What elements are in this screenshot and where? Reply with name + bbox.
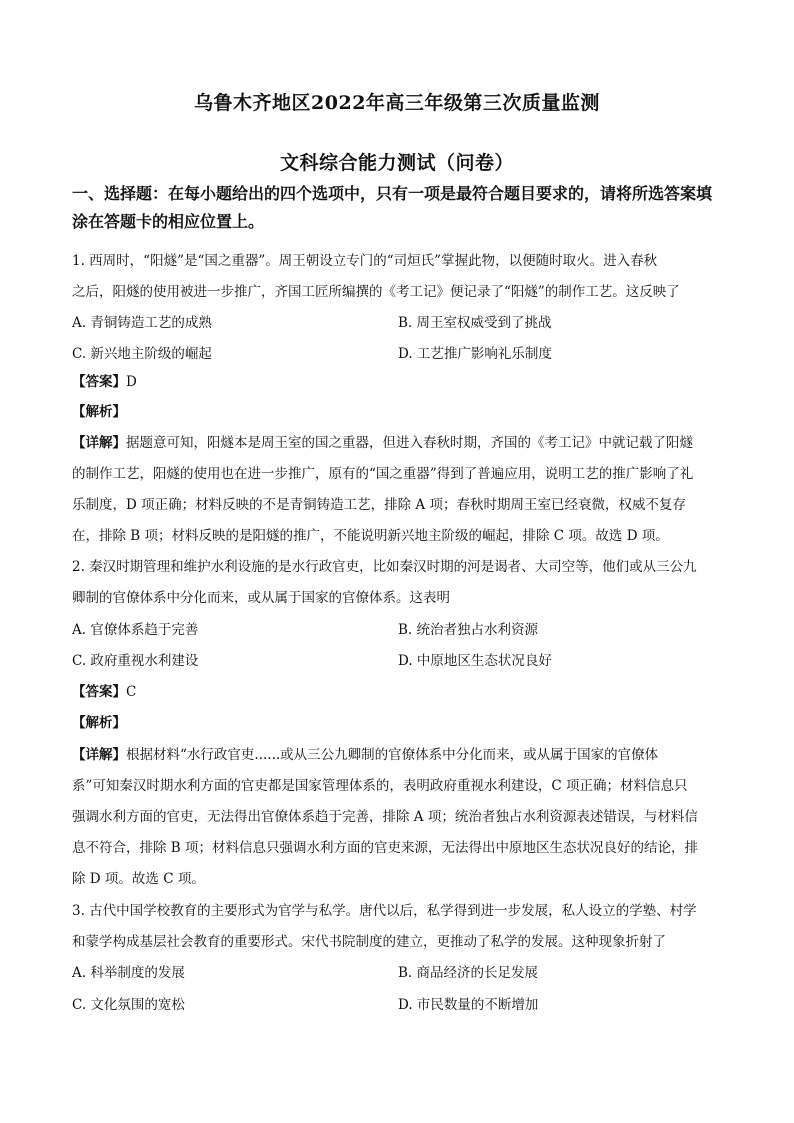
q1-detail-line-4: 在，排除 B 项；材料反映的是阳燧的推广，不能说明新兴地主阶级的崛起，排除 C 项。故选 D 项。: [72, 528, 669, 544]
q3-stem-line-1: 3. 古代中国学校教育的主要形式为官学与私学。唐代以后，私学得到进一步发展，私人设立的学塾、村学: [72, 903, 697, 919]
q2-answer-value: C: [126, 684, 137, 700]
q2-detail-label: 【详解】: [72, 747, 126, 763]
q1-answer-label: 【答案】: [72, 374, 126, 390]
q2-detail-text-1: 根据材料“水行政官吏......或从三公九卿制的官僚体系中分化而来，或从属于国家的官僚体: [126, 747, 659, 763]
q1-option-b: B. 周王室权威受到了挑战: [398, 315, 552, 331]
q1-detail-label: 【详解】: [72, 435, 126, 451]
q1-answer-value: D: [126, 374, 137, 390]
q2-stem-line-2: 卿制的官僚体系中分化而来，或从属于国家的官僚体系。这表明: [72, 590, 450, 606]
q2-detail-line-4: 息不符合，排除 B 项；材料信息只强调水利方面的官吏来源，无法得出中原地区生态状况良好的结论，排: [72, 840, 699, 856]
page-subtitle: 文科综合能力测试（问卷）: [279, 152, 514, 174]
q2-detail-line-3: 强调水利方面的官吏，无法得出官僚体系趋于完善，排除 A 项；统治者独占水利资源表述错误，与材料信: [72, 809, 698, 825]
q3-option-c: C. 文化氛围的宽松: [72, 997, 185, 1013]
q2-option-d: D. 中原地区生态状况良好: [398, 653, 552, 669]
q1-detail-line-3: 乐制度，D 项正确；材料反映的不是青铜铸造工艺，排除 A 项；春秋时期周王室已经衰微，权威不复存: [72, 497, 686, 513]
q1-detail-line-1: [72, 433, 732, 453]
q1-stem-line-1: 1. 西周时，“阳燧”是“国之重器”。周王朝设立专门的“司烜氏”掌握此物，以便随时取火。进入春秋: [72, 253, 658, 269]
q2-detail-line-2: 系”可知秦汉时期水利方面的官吏都是国家管理体系的，表明政府重视水利建设，C 项正确；材料信息只: [72, 778, 688, 794]
q2-option-b: B. 统治者独占水利资源: [398, 622, 539, 638]
q3-option-d: D. 市民数量的不断增加: [398, 997, 539, 1013]
q2-option-a: A. 官僚体系趋于完善: [72, 622, 199, 638]
q2-answer-label: 【答案】: [72, 684, 126, 700]
page-title: 乌鲁木齐地区2022年高三年级第三次质量监测: [194, 92, 600, 114]
q2-analysis-label: 【解析】: [72, 715, 126, 731]
q2-stem-line-1: 2. 秦汉时期管理和维护水利设施的是水行政官吏，比如秦汉时期的河是谒者、大司空等，他们或从三公九: [72, 559, 697, 575]
q2-option-c: C. 政府重视水利建设: [72, 653, 199, 669]
q1-option-c: C. 新兴地主阶级的崛起: [72, 346, 212, 362]
q3-option-b: B. 商品经济的长足发展: [398, 965, 539, 981]
q1-stem-line-2: 之后，阳燧的使用被进一步推广，齐国工匠所编撰的《考工记》便记录了“阳燧”的制作工艺。这反映了: [72, 284, 680, 300]
q2-detail-line-5: 除 D 项。故选 C 项。: [72, 871, 205, 887]
q2-answer: [72, 682, 732, 702]
q2-detail-line-1: [72, 745, 732, 765]
q1-detail-line-2: 的制作工艺，阳燧的使用也在进一步推广，原有的“国之重器”得到了普遍应用，说明工艺的推广影响了礼: [72, 466, 694, 482]
q1-detail-text-1: 据题意可知，阳燧本是周王室的国之重器，但进入春秋时期，齐国的《考工记》中就记载了阳燧: [126, 435, 693, 451]
q1-option-a: A. 青铜铸造工艺的成熟: [72, 315, 212, 331]
q1-option-d: D. 工艺推广影响礼乐制度: [398, 346, 552, 362]
q3-stem-line-2: 和蒙学构成基层社会教育的重要形式。宋代书院制度的建立，更推动了私学的发展。这种现象折射了: [72, 934, 666, 950]
q1-analysis-label: 【解析】: [72, 404, 126, 420]
section-heading-line-1: 一、选择题：在每小题给出的四个选项中，只有一项是最符合题目要求的，请将所选答案填: [72, 184, 713, 203]
section-heading: [72, 180, 732, 236]
q3-option-a: A. 科举制度的发展: [72, 965, 185, 981]
section-heading-line-2: 涂在答题卡的相应位置上。: [72, 212, 265, 231]
q1-answer: [72, 372, 732, 392]
